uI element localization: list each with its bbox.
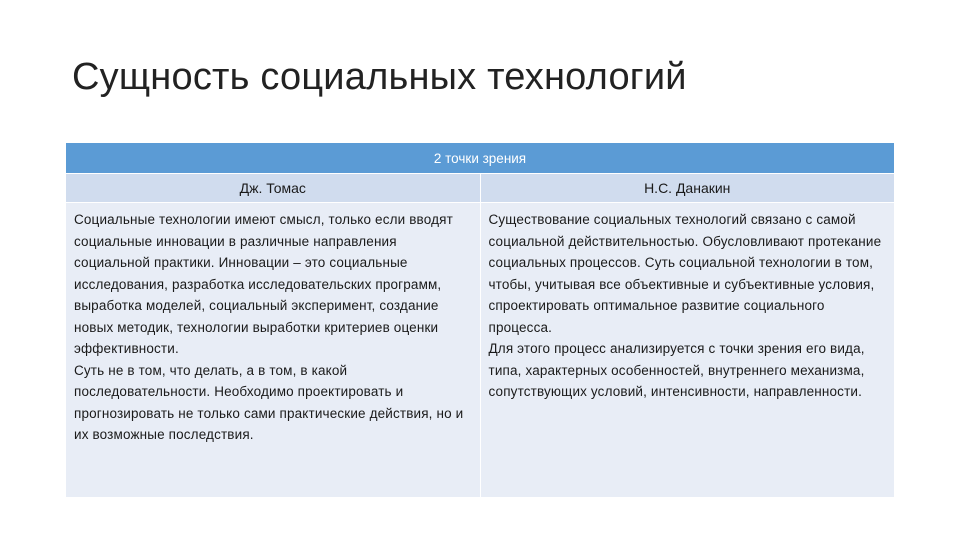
comparison-table <box>66 143 894 497</box>
content-row <box>66 203 894 498</box>
table-header-cell: 2 точки зрения <box>66 143 894 174</box>
content-cell-danakin <box>480 203 894 498</box>
content-cell-thomas <box>66 203 480 498</box>
slide-title: Сущность социальных технологий <box>72 56 687 98</box>
thomas-paragraph: Социальные технологии имеют смысл, только если вводят социальные инновации в различные направления социальной практики. Инновации – это социальные исследования, разработка исследовательских программ, выработка моделей, социальный эксперимент, создание новых методик, технологии выработки критериев оценки эффективности. <box>74 212 453 356</box>
author-row <box>66 174 894 203</box>
author-cell-danakin: Н.С. Данакин <box>480 174 894 203</box>
danakin-paragraph: Для этого процесс анализируется с точки зрения его вида, типа, характерных особенностей, внутреннего механизма, сопутствующих условий, интенсивности, направленности. <box>488 341 865 399</box>
table-header-row <box>66 143 894 174</box>
thomas-paragraph: Суть не в том, что делать, а в том, в какой последовательности. Необходимо проектировать и прогнозировать не только сами практические действия, но и их возможные последствия. <box>74 362 464 442</box>
danakin-paragraph: Существование социальных технологий связано с самой социальной действительностью. Обусловливают протекание социальных процессов. Суть социальной технологии в том, чтобы, учитывая все объективные и субъективные условия, спроектировать оптимальное развитие социального процесса. <box>488 212 882 335</box>
author-cell-thomas: Дж. Томас <box>66 174 480 203</box>
